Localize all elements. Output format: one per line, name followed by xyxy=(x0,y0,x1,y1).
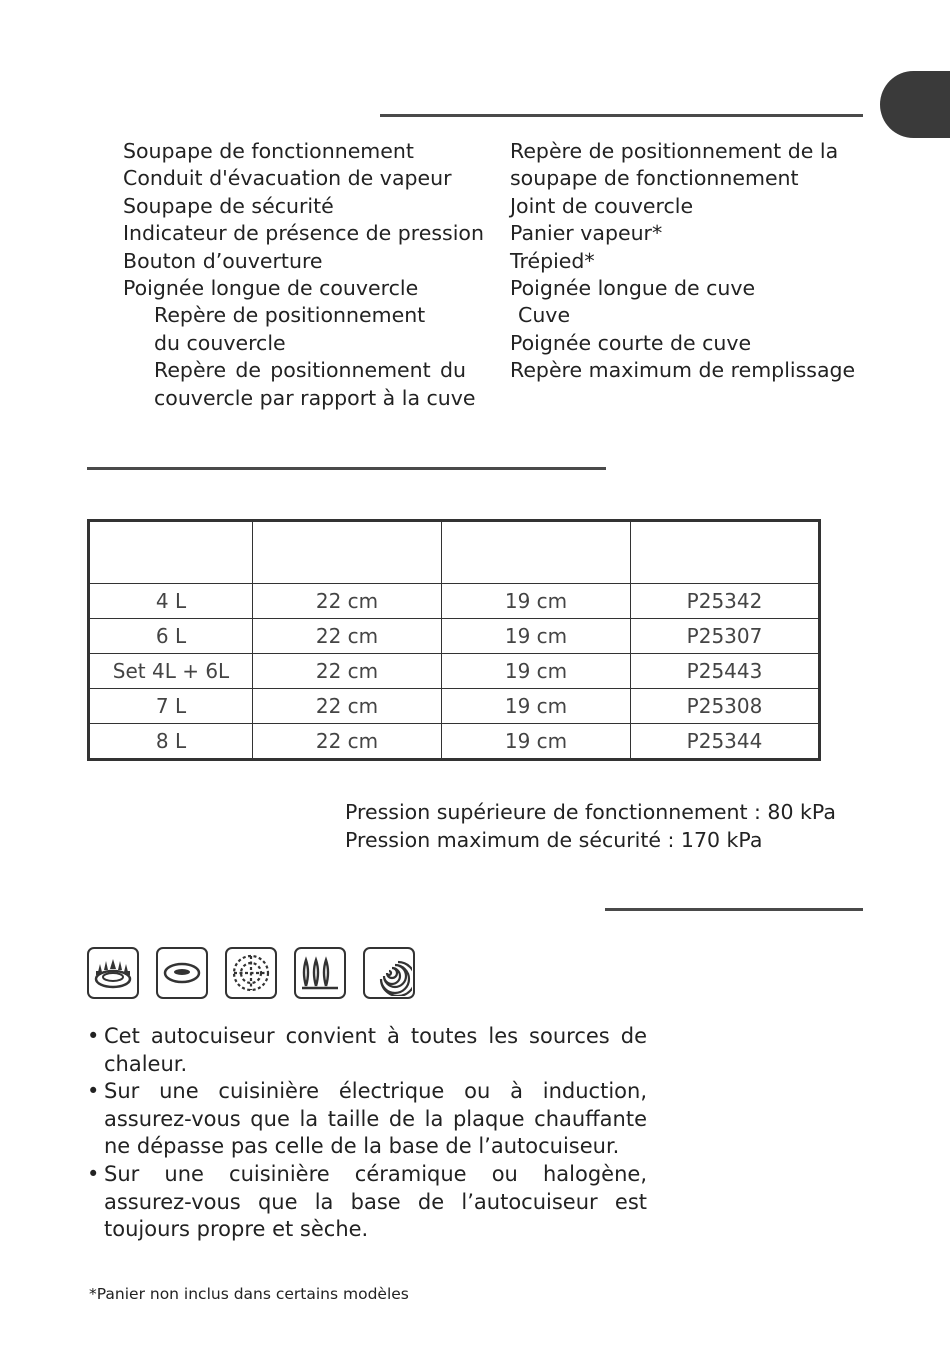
part-item: Soupape de sécurité xyxy=(123,193,334,218)
list-item xyxy=(87,1023,647,1078)
part-item: Trépied* xyxy=(510,248,595,273)
table-header-cell xyxy=(631,521,820,584)
section-rule-heat-sources xyxy=(605,908,863,911)
list-item xyxy=(87,1078,647,1161)
part-item: couvercle par rapport à la cuve xyxy=(154,385,476,410)
diameter-base-cell: 22 cm xyxy=(253,689,442,724)
bullet-dot-icon: • xyxy=(87,1079,100,1104)
diameter-inner-cell: 19 cm xyxy=(442,689,631,724)
halogen-icon xyxy=(225,947,277,999)
part-item-justified: Repère de positionnement du xyxy=(154,358,466,383)
capacity-cell: Set 4L + 6L xyxy=(89,654,253,689)
diameter-inner-cell: 19 cm xyxy=(442,654,631,689)
part-item: Joint de couvercle xyxy=(510,193,694,218)
reference-cell: P25307 xyxy=(631,619,820,654)
table-row xyxy=(89,654,820,689)
parts-list-right xyxy=(510,138,855,385)
pressure-info xyxy=(345,799,836,854)
part-item xyxy=(123,357,484,384)
heat-source-instructions xyxy=(87,1023,647,1244)
part-item: soupape de fonctionnement xyxy=(510,166,799,191)
parts-list-left xyxy=(123,138,484,412)
specifications-table xyxy=(87,519,821,761)
table-header-row xyxy=(89,521,820,584)
diameter-base-cell: 22 cm xyxy=(253,654,442,689)
part-item: Panier vapeur* xyxy=(510,221,663,246)
part-item: Bouton d’ouverture xyxy=(123,248,323,273)
diameter-base-cell: 22 cm xyxy=(253,724,442,760)
list-item-text: Sur une cuisinière céramique ou halogène, assurez-vous que la base de l’autocuiseur est toujours propre et sèche. xyxy=(104,1161,647,1242)
table-row xyxy=(89,584,820,619)
safety-pressure: Pression maximum de sécurité : 170 kPa xyxy=(345,827,763,852)
section-rule-description xyxy=(380,114,863,117)
reference-cell: P25308 xyxy=(631,689,820,724)
part-item: du couvercle xyxy=(154,330,286,355)
capacity-cell: 7 L xyxy=(89,689,253,724)
gas-burner-icon xyxy=(87,947,139,999)
part-item: Poignée longue de cuve xyxy=(510,276,756,301)
diameter-inner-cell: 19 cm xyxy=(442,724,631,760)
table-row xyxy=(89,724,820,760)
part-item: Poignée longue de couvercle xyxy=(123,276,419,301)
diameter-base-cell: 22 cm xyxy=(253,584,442,619)
part-item: Poignée courte de cuve xyxy=(510,330,752,355)
part-item: Soupape de fonctionnement xyxy=(123,139,414,163)
capacity-cell: 6 L xyxy=(89,619,253,654)
table-header-cell xyxy=(253,521,442,584)
bullet-dot-icon: • xyxy=(87,1024,100,1048)
list-item-text: Cet autocuiseur convient à toutes les sources de chaleur. xyxy=(104,1024,647,1076)
table-header-cell xyxy=(89,521,253,584)
table-row xyxy=(89,619,820,654)
part-item: Repère de positionnement de la xyxy=(510,139,839,163)
reference-cell: P25342 xyxy=(631,584,820,619)
capacity-cell: 8 L xyxy=(89,724,253,760)
operating-pressure: Pression supérieure de fonctionnement : 80 kPa xyxy=(345,800,836,824)
table-row xyxy=(89,689,820,724)
part-item: Conduit d'évacuation de vapeur xyxy=(123,166,452,191)
section-rule-specifications xyxy=(87,467,606,470)
electric-plate-icon xyxy=(156,947,208,999)
capacity-cell: 4 L xyxy=(89,584,253,619)
bullet-dot-icon: • xyxy=(87,1161,100,1186)
chapter-tab-marker xyxy=(880,71,950,138)
part-item: Repère maximum de remplissage xyxy=(510,358,856,383)
table-header-cell xyxy=(442,521,631,584)
part-item: Cuve xyxy=(518,303,571,328)
list-item xyxy=(87,1161,647,1244)
part-item: Repère de positionnement xyxy=(154,303,426,328)
ceramic-hob-icon xyxy=(294,947,346,999)
diameter-base-cell: 22 cm xyxy=(253,619,442,654)
footnote: *Panier non inclus dans certains modèles xyxy=(89,1285,409,1303)
reference-cell: P25443 xyxy=(631,654,820,689)
reference-cell: P25344 xyxy=(631,724,820,760)
diameter-inner-cell: 19 cm xyxy=(442,619,631,654)
induction-icon xyxy=(363,947,415,999)
diameter-inner-cell: 19 cm xyxy=(442,584,631,619)
heat-source-icons xyxy=(87,947,415,999)
part-item: Indicateur de présence de pression xyxy=(123,221,484,246)
list-item-text: Sur une cuisinière électrique ou à induction, assurez-vous que la taille de la plaque chauffante ne dépasse pas celle de la base de l’autocuiseur. xyxy=(104,1079,647,1159)
